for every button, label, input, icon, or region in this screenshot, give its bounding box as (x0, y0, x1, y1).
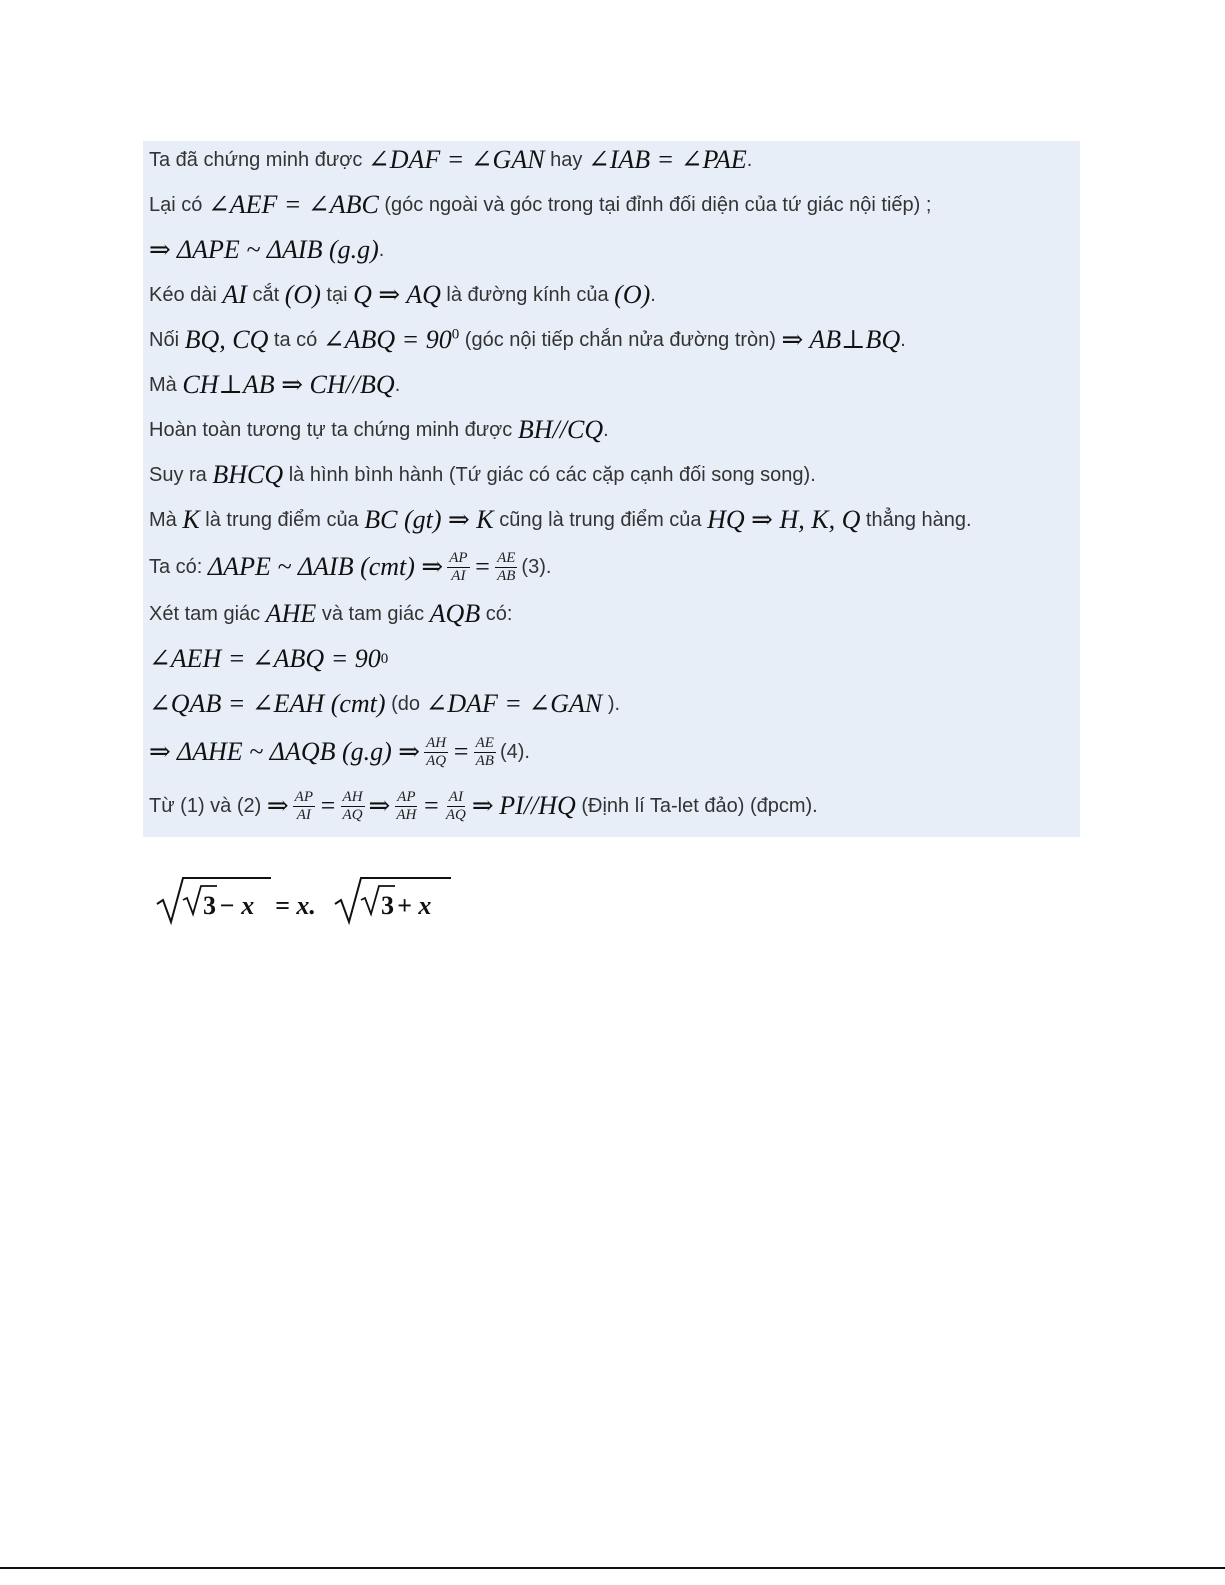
math: ⇒ ΔAHE ~ ΔAQB (g.g) ⇒ (149, 737, 421, 766)
text: . (378, 238, 385, 261)
solution-line-4 (149, 275, 656, 315)
text: là đường kính của (446, 283, 609, 306)
math: CH⊥AB ⇒ CH//BQ (182, 370, 395, 399)
math: AHE (265, 599, 317, 628)
superscript: 0 (380, 650, 389, 667)
math: = (473, 552, 492, 581)
fraction (474, 736, 496, 769)
math: = (422, 791, 440, 820)
equals-x: = x. (275, 891, 316, 920)
denominator: AI (296, 806, 311, 823)
numerator: AI (448, 788, 463, 805)
math: BC (gt) ⇒ K (364, 505, 494, 534)
three-right: 3 (381, 891, 394, 920)
text: . (394, 373, 401, 396)
text: ta có (273, 328, 318, 351)
text: tại (326, 283, 348, 306)
text: Mà (149, 373, 177, 396)
numerator: AP (294, 788, 313, 805)
denominator: AQ (445, 806, 466, 823)
text: (góc ngoài và góc trong tại đỉnh đối diện của tứ giác nội tiếp) ; (384, 193, 932, 216)
solution-line-3 (149, 230, 384, 270)
solution-line-14 (149, 732, 530, 772)
math: PI//HQ (499, 791, 576, 820)
solution-line-13 (149, 684, 620, 724)
text: và tam giác (321, 602, 425, 625)
numerator: AP (449, 549, 468, 566)
math: ⇒ (266, 791, 289, 820)
text: Kéo dài (149, 283, 217, 306)
text: . (603, 418, 609, 441)
numerator: AP (397, 788, 416, 805)
solution-line-7 (149, 410, 609, 450)
math (323, 325, 459, 355)
denominator: AQ (426, 752, 447, 769)
text: . (650, 283, 656, 306)
fraction (447, 551, 469, 584)
text: hay (550, 148, 583, 171)
denominator: AH (396, 806, 417, 823)
text: (3). (521, 555, 552, 578)
math: ⇒ AB⊥BQ (781, 325, 901, 354)
text: Ta đã chứng minh được (149, 148, 363, 171)
math: ∠ABQ = 90 (322, 325, 452, 354)
text: Mà (149, 508, 177, 531)
text: Từ (1) và (2) (149, 794, 262, 817)
fraction (424, 736, 448, 769)
math: ∠QAB = ∠EAH (cmt) (149, 689, 386, 718)
denominator: AB (497, 567, 516, 584)
text: Xét tam giác (149, 602, 261, 625)
text: Hoàn toàn tương tự ta chứng minh được (149, 418, 513, 441)
text: (4). (499, 740, 530, 763)
math: ∠AEF = ∠ABC (207, 190, 379, 219)
math: AI (222, 280, 247, 309)
math: ∠DAF = ∠GAN (425, 689, 603, 718)
denominator: AI (451, 567, 466, 584)
math: ∠DAF = ∠GAN (367, 145, 545, 174)
math: HQ ⇒ H, K, Q (707, 505, 861, 534)
text: (góc nội tiếp chắn nửa đường tròn) (464, 328, 776, 351)
math: ∠IAB = ∠PAE (587, 145, 747, 174)
numerator: AE (497, 549, 516, 566)
math: ⇒ ΔAPE ~ ΔAIB (g.g) (149, 235, 379, 264)
denominator: AQ (342, 806, 363, 823)
math: = (452, 737, 470, 766)
text: Lại có (149, 193, 203, 216)
solution-line-1 (149, 140, 752, 180)
text: ). (607, 692, 621, 715)
solution-line-15 (149, 786, 818, 826)
text: Ta có: (149, 555, 203, 578)
solution-line-12 (149, 639, 388, 679)
text: có: (485, 602, 513, 625)
math: (O) (614, 280, 651, 309)
math: AQB (429, 599, 481, 628)
text: (Định lí Ta-let đảo) (đpcm). (581, 794, 818, 817)
math: Q ⇒ AQ (353, 280, 441, 309)
text: thẳng hàng. (865, 508, 972, 531)
solution-line-9 (149, 500, 972, 540)
fraction (444, 790, 468, 823)
numerator: AE (475, 734, 494, 751)
math: = (318, 791, 337, 820)
text: . (746, 148, 753, 171)
fraction (293, 790, 315, 823)
solution-line-5 (149, 320, 906, 360)
solution-line-2 (149, 185, 931, 225)
text: . (900, 328, 906, 351)
math: BH//CQ (517, 415, 604, 444)
text: (do (391, 692, 421, 715)
denominator: AB (475, 752, 494, 769)
math: (O) (284, 280, 321, 309)
text: Nối (149, 328, 180, 351)
solution-line-8 (149, 455, 816, 495)
solution-line-11 (149, 594, 512, 634)
fraction (341, 790, 365, 823)
math: ΔAPE ~ ΔAIB (cmt) ⇒ (207, 552, 444, 581)
radical-equation (155, 870, 455, 930)
numerator: AH (426, 734, 447, 751)
math: ⇒ (368, 791, 391, 820)
math: ∠AEH = ∠ABQ = 90 (149, 644, 381, 673)
text: cũng là trung điểm của (499, 508, 702, 531)
fraction (495, 551, 517, 584)
math: K (182, 505, 200, 534)
text: là trung điểm của (205, 508, 359, 531)
numerator: AH (342, 788, 363, 805)
superscript: 0 (451, 326, 460, 343)
radical-equation-svg (155, 870, 455, 930)
solution-line-6 (149, 365, 400, 405)
text: cắt (252, 283, 280, 306)
math: BHCQ (212, 460, 284, 489)
page-bottom-rule (0, 1567, 1225, 1569)
three-left: 3 (203, 891, 216, 920)
solution-line-10 (149, 547, 551, 587)
fraction (394, 790, 418, 823)
math: BQ, CQ (184, 325, 269, 354)
text: Suy ra (149, 463, 207, 486)
left-radicand-rest: − x (219, 891, 255, 920)
math: ⇒ (471, 791, 494, 820)
text: là hình bình hành (Tứ giác có các cặp cạnh đối song song). (288, 463, 816, 486)
right-radicand-rest: + x (397, 891, 432, 920)
